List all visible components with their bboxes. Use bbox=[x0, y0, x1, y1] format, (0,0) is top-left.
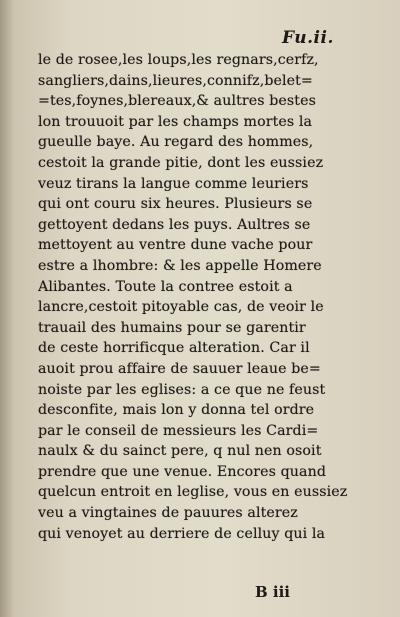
text-line: gettoyent dedans les puys. Aultres se bbox=[38, 216, 311, 233]
text-line: lon trouuoit par les champs mortes la bbox=[38, 113, 313, 130]
text-line: prendre que une venue. Encores quand bbox=[38, 463, 327, 480]
text-line: desconfite, mais lon y donna tel ordre bbox=[38, 402, 315, 419]
text-line: par le conseil de messieurs les Cardi= bbox=[38, 422, 319, 439]
text-line: estre a lhombre: & les appelle Homere bbox=[38, 257, 322, 274]
text-line: le de rosee,les loups,les regnars,cerfz, bbox=[38, 52, 319, 68]
text-line: veu a vingtaines de pauures alterez bbox=[38, 505, 298, 522]
signature-mark: B iii bbox=[255, 583, 290, 601]
text-line: cestoit la grande pitie, dont les eussiez bbox=[38, 154, 324, 171]
text-line: =tes,foynes,blereaux,& aultres bestes bbox=[38, 93, 316, 110]
text-line: gueulle baye. Au regard des hommes, bbox=[38, 134, 314, 151]
text-line: mettoyent au ventre dune vache pour bbox=[38, 237, 313, 254]
text-line: naulx & du sainct pere, q nul nen osoit bbox=[38, 443, 322, 460]
folio-number: Fu.ii. bbox=[282, 28, 334, 48]
text-line: auoit prou affaire de sauuer leaue be= bbox=[38, 360, 321, 377]
gutter-shadow bbox=[0, 0, 14, 617]
text-block bbox=[38, 50, 360, 544]
text-line: quelcun entroit en leglise, vous en eussiez bbox=[38, 484, 348, 501]
text-line: lancre,cestoit pitoyable cas, de veoir le bbox=[38, 299, 324, 316]
text-line: Alibantes. Toute la contree estoit a bbox=[38, 278, 293, 295]
text-line: qui ont couru six heures. Plusieurs se bbox=[38, 196, 313, 213]
text-line: sangliers,dains,lieures,connifz,belet= bbox=[38, 72, 313, 89]
text-line: trauail des humains pour se garentir bbox=[38, 319, 306, 336]
text-line: veuz tirans la langue comme leuriers bbox=[38, 175, 309, 192]
text-line: noiste par les eglises: a ce que ne feust bbox=[38, 381, 326, 398]
text-line: qui venoyet au derriere de celluy qui la bbox=[38, 525, 326, 542]
text-line: de ceste horrificque alteration. Car il bbox=[38, 340, 310, 357]
